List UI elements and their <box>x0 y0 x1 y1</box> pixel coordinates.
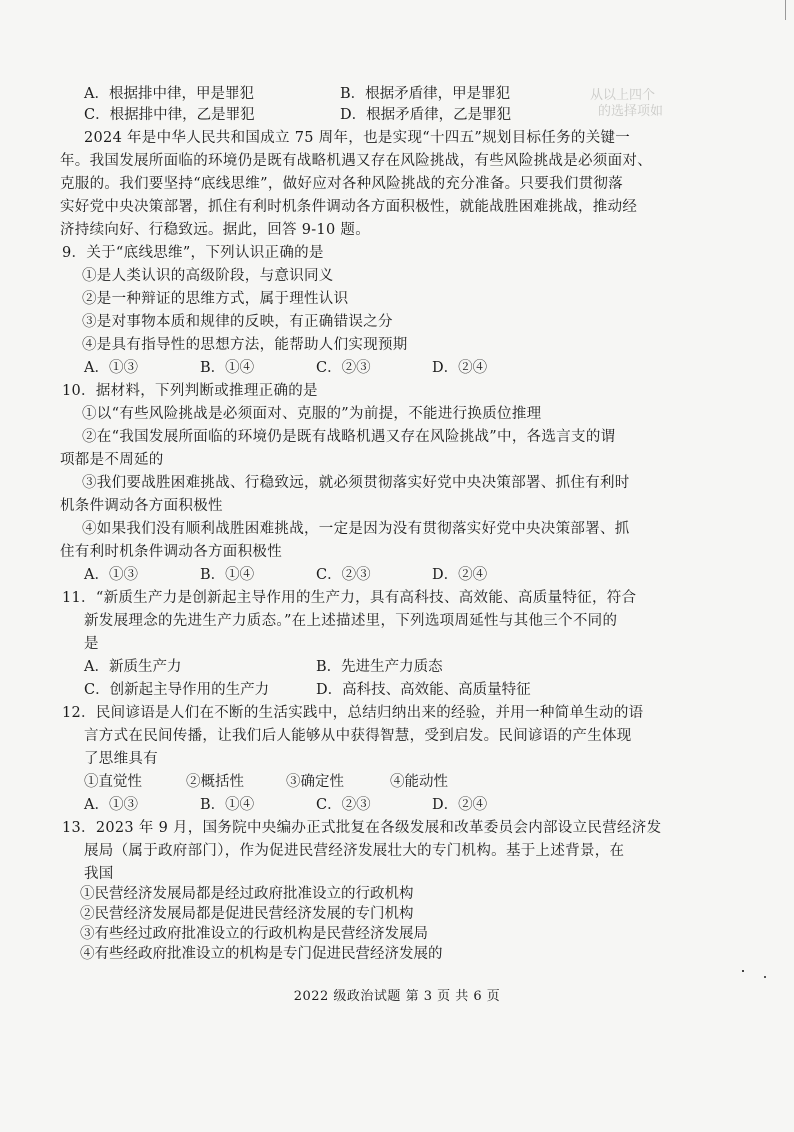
q11-option-c: C．创新起主导作用的生产力 <box>84 682 270 698</box>
q12-option-a: A．①③ <box>84 797 138 813</box>
q12-option-d: D．②④ <box>432 797 488 813</box>
q11-option-d: D．高科技、高效能、高质量特征 <box>316 682 531 698</box>
bleed-through-text: 从以上四个 <box>590 88 656 103</box>
q9-item-3: ③是对事物本质和规律的反映，有正确错误之分 <box>82 314 393 330</box>
q10-item-4: ④如果我们没有顺利战胜困难挑战，一定是因为没有贯彻落实好党中央决策部署、抓 <box>82 521 630 537</box>
q12-option-b: B．①④ <box>200 797 255 813</box>
q12-item-3: ③确定性 <box>286 774 344 790</box>
q9-option-b: B．①④ <box>200 360 255 376</box>
q9-item-1: ①是人类认识的高级阶段，与意识同义 <box>82 268 334 284</box>
q11-stem-cont: 新发展理念的先进生产力质态。”在上述描述里，下列选项周延性与其他三个不同的 <box>84 613 618 629</box>
material-line: 年。我国发展所面临的环境仍是既有战略机遇又存在风险挑战，有些风险挑战是必须面对、 <box>60 153 652 169</box>
q12-stem: 12．民间谚语是人们在不断的生活实践中，总结归纳出来的经验，并用一种简单生动的语 <box>62 705 644 721</box>
q10-item-3: ③我们要战胜困难挑战、行稳致远，就必须贯彻落实好党中央决策部署、抓住有利时 <box>82 475 630 491</box>
q11-stem-cont: 是 <box>84 636 99 652</box>
q10-option-d: D．②④ <box>432 567 488 583</box>
q10-item-3-cont: 机条件调动各方面积极性 <box>60 498 223 514</box>
q13-item-2: ②民营经济发展局都是促进民营经济发展的专门机构 <box>80 906 414 922</box>
q13-item-3: ③有些经过政府批准设立的行政机构是民营经济发展局 <box>80 926 428 942</box>
q8-option-c: C．根据排中律，乙是罪犯 <box>84 107 255 123</box>
q9-option-d: D．②④ <box>432 360 488 376</box>
q10-item-2-cont: 项都是不周延的 <box>60 452 164 468</box>
q12-item-1: ①直觉性 <box>84 774 142 790</box>
material-line: 实好党中央决策部署，抓住有利时机条件调动各方面积极性，就能战胜困难挑战，推动经 <box>60 199 638 215</box>
q9-stem: 9．关于“底线思维”，下列认识正确的是 <box>62 245 324 261</box>
scan-speck <box>764 976 766 978</box>
q10-item-1: ①以“有些风险挑战是必须面对、克服的”为前提，不能进行换质位推理 <box>82 406 542 422</box>
q13-stem-cont: 我国 <box>84 866 114 882</box>
q10-option-b: B．①④ <box>200 567 255 583</box>
q13-stem: 13．2023 年 9 月，国务院中央编办正式批复在各级发展和改革委员会内部设立民营经济发 <box>62 820 662 836</box>
q10-stem: 10．据材料，下列判断或推理正确的是 <box>62 383 318 399</box>
page-footer: 2022 级政治试题 第 3 页 共 6 页 <box>293 989 501 1004</box>
q12-stem-cont: 言方式在民间传播，让我们后人能够从中获得智慧，受到启发。民间谚语的产生体现 <box>84 728 632 744</box>
q10-option-a: A．①③ <box>84 567 138 583</box>
material-line: 克服的。我们要坚持“底线思维”，做好应对各种风险挑战的充分准备。只要我们贯彻落 <box>60 176 624 192</box>
q12-option-c: C．②③ <box>316 797 371 813</box>
q11-option-a: A．新质生产力 <box>84 659 182 675</box>
q9-item-2: ②是一种辩证的思维方式，属于理性认识 <box>82 291 349 307</box>
q11-option-b: B．先进生产力质态 <box>316 659 443 675</box>
q12-item-2: ②概括性 <box>186 774 244 790</box>
material-line: 2024 年是中华人民共和国成立 75 周年，也是实现“十四五”规划目标任务的关键一 <box>84 130 631 146</box>
q12-stem-cont: 了思维具有 <box>84 751 158 767</box>
q10-option-c: C．②③ <box>316 567 371 583</box>
q8-option-b: B．根据矛盾律，甲是罪犯 <box>340 86 511 102</box>
q13-item-1: ①民营经济发展局都是经过政府批准设立的行政机构 <box>80 886 414 902</box>
q9-item-4: ④是具有指导性的思想方法，能帮助人们实现预期 <box>82 337 408 353</box>
q8-option-d: D．根据矛盾律，乙是罪犯 <box>340 107 512 123</box>
bleed-through-text: 的选择项如 <box>598 104 664 119</box>
q11-stem: 11．“新质生产力是创新起主导作用的生产力，具有高科技、高效能、高质量特征，符合 <box>62 590 637 606</box>
q10-item-4-cont: 住有利时机条件调动各方面积极性 <box>60 544 282 560</box>
q9-option-a: A．①③ <box>84 360 138 376</box>
scan-speck <box>742 970 744 972</box>
q10-item-2: ②在“我国发展所面临的环境仍是既有战略机遇又存在风险挑战”中，各选言支的谓 <box>82 429 616 445</box>
q8-option-a: A．根据排中律，甲是罪犯 <box>84 86 254 102</box>
scan-edge <box>785 0 786 20</box>
q9-option-c: C．②③ <box>316 360 371 376</box>
q12-item-4: ④能动性 <box>390 774 448 790</box>
q13-item-4: ④有些经政府批准设立的机构是专门促进民营经济发展的 <box>80 946 443 962</box>
material-line: 济持续向好、行稳致远。据此，回答 9-10 题。 <box>60 222 370 238</box>
q13-stem-cont: 展局（属于政府部门），作为促进民营经济发展壮大的专门机构。基于上述背景，在 <box>84 843 625 859</box>
